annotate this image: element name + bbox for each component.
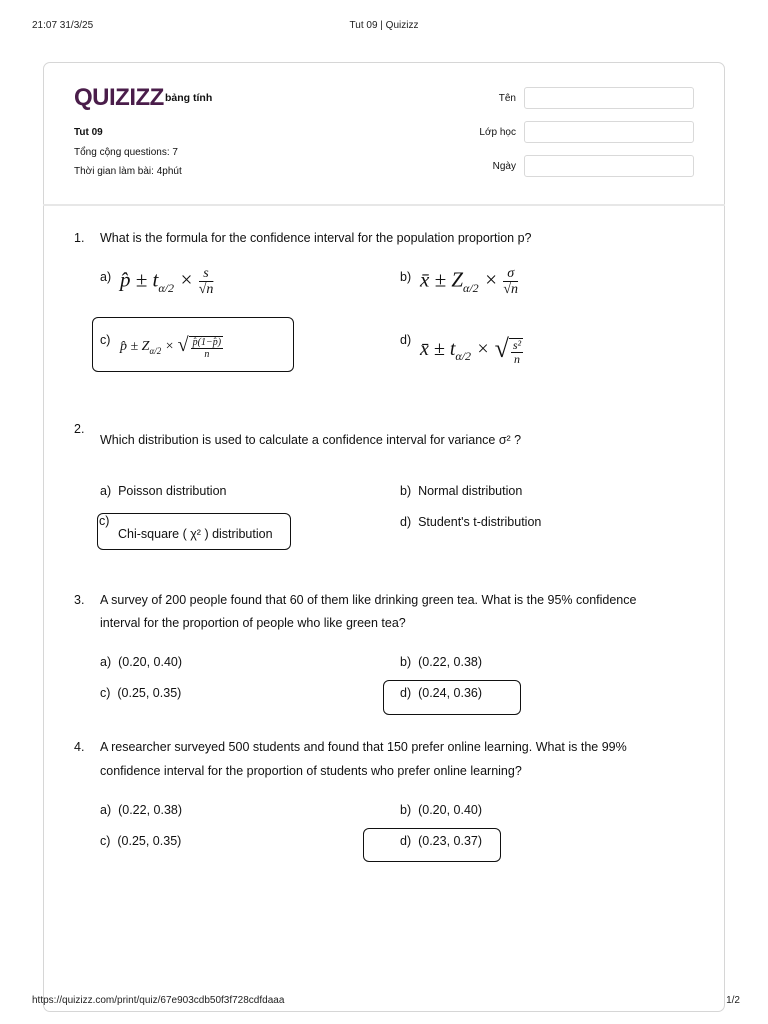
q2-option-b[interactable] [400, 484, 522, 498]
print-page-title: Tut 09 | Quizizz [349, 20, 419, 31]
print-page-number: 1/2 [726, 995, 740, 1006]
q1-option-c-letter: c) [100, 333, 111, 347]
q3-option-d[interactable] [400, 686, 482, 700]
question-1-text: What is the formula for the confidence interval for the population proportion p? [100, 231, 532, 245]
q4-option-c-letter: c) [100, 834, 111, 848]
q4-option-c[interactable] [100, 834, 181, 848]
q2-option-a-letter: a) [100, 484, 112, 498]
date-field[interactable] [524, 155, 694, 177]
q2-option-d-text: Student's t-distribution [418, 515, 542, 529]
q2-option-a-text: Poisson distribution [118, 484, 227, 498]
time-limit: Thời gian làm bài: 4phút [74, 166, 182, 177]
q4-option-b-letter: b) [400, 803, 412, 817]
q4-option-c-text: (0.25, 0.35) [117, 834, 182, 848]
quiz-title: Tut 09 [74, 127, 103, 138]
q4-option-a-letter: a) [100, 803, 112, 817]
question-2-number: 2. [74, 422, 85, 436]
q4-option-a-text: (0.22, 0.38) [118, 803, 183, 817]
question-3-text-line2: interval for the proportion of people who like green tea? [100, 616, 406, 630]
q4-option-d[interactable] [400, 834, 482, 848]
question-4-number: 4. [74, 740, 85, 754]
q3-option-a[interactable] [100, 655, 182, 669]
q2-option-c-letter: c) [99, 514, 110, 528]
q2-option-a[interactable] [100, 484, 226, 498]
q4-option-d-letter: d) [400, 834, 412, 848]
q2-option-d-letter: d) [400, 515, 412, 529]
question-4-text-line1: A researcher surveyed 500 students and found that 150 prefer online learning. What is the 99% [100, 740, 627, 754]
q1-option-d-letter: d) [400, 333, 412, 347]
print-url: https://quizizz.com/print/quiz/67e903cdb50f3f728cdfdaaa [32, 995, 285, 1006]
q1-option-a-letter: a) [100, 270, 112, 284]
q3-option-c-letter: c) [100, 686, 111, 700]
print-datetime: 21:07 31/3/25 [32, 20, 94, 31]
q2-option-c-text[interactable]: Chi-square ( χ² ) distribution [118, 527, 273, 541]
worksheet-subtitle: bảng tính [165, 92, 213, 104]
date-label: Ngày [492, 161, 516, 172]
question-4-text-line2: confidence interval for the proportion of students who prefer online learning? [100, 764, 522, 778]
q4-option-b-text: (0.20, 0.40) [418, 803, 483, 817]
q3-option-d-letter: d) [400, 686, 412, 700]
q4-option-d-text: (0.23, 0.37) [418, 834, 483, 848]
total-questions: Tổng cộng questions: 7 [74, 147, 178, 158]
header-divider [43, 204, 725, 206]
class-field[interactable] [524, 121, 694, 143]
q1-option-d-formula[interactable]: x̄ ± $t_{\alpha/2}$ × √ $\frac{\text{s²}}{n}$ [420, 334, 522, 367]
question-1-number: 1. [74, 231, 85, 245]
q3-option-d-text: (0.24, 0.36) [418, 686, 483, 700]
q1-option-c-formula[interactable]: p̂ ± $Z_{\alpha/2}$ × √ $\frac{p̂(1-p̂)}{n}$ [120, 334, 222, 360]
name-field[interactable] [524, 87, 694, 109]
q3-option-a-letter: a) [100, 655, 112, 669]
q2-option-b-text: Normal distribution [418, 484, 523, 498]
name-label: Tên [498, 93, 516, 104]
q3-option-c[interactable] [100, 686, 181, 700]
q3-option-b-letter: b) [400, 655, 412, 669]
q1-option-b-letter: b) [400, 270, 412, 284]
q3-option-a-text: (0.20, 0.40) [118, 655, 183, 669]
q4-option-b[interactable] [400, 803, 482, 817]
q2-option-d[interactable] [400, 515, 541, 529]
q3-option-b-text: (0.22, 0.38) [418, 655, 483, 669]
class-label: Lớp học [479, 127, 516, 138]
q2-option-b-letter: b) [400, 484, 412, 498]
q1-option-a-formula[interactable]: p̂ ± $t_{\alpha/2}$ × $\frac{s}{√n}$ [120, 266, 214, 298]
question-2-text: Which distribution is used to calculate a confidence interval for variance σ² ? [100, 433, 522, 447]
question-3-text-line1: A survey of 200 people found that 60 of them like drinking green tea. What is the 95% confidence [100, 593, 637, 607]
quizizz-logo: QUIZIZZ [74, 84, 164, 111]
q3-option-b[interactable] [400, 655, 482, 669]
q1-option-b-formula[interactable]: x̄ ± $Z_{\alpha/2}$ × $\frac{\sigma}{√n}$ [420, 266, 519, 298]
q3-option-c-text: (0.25, 0.35) [117, 686, 182, 700]
q4-option-a[interactable] [100, 803, 182, 817]
question-3-number: 3. [74, 593, 85, 607]
